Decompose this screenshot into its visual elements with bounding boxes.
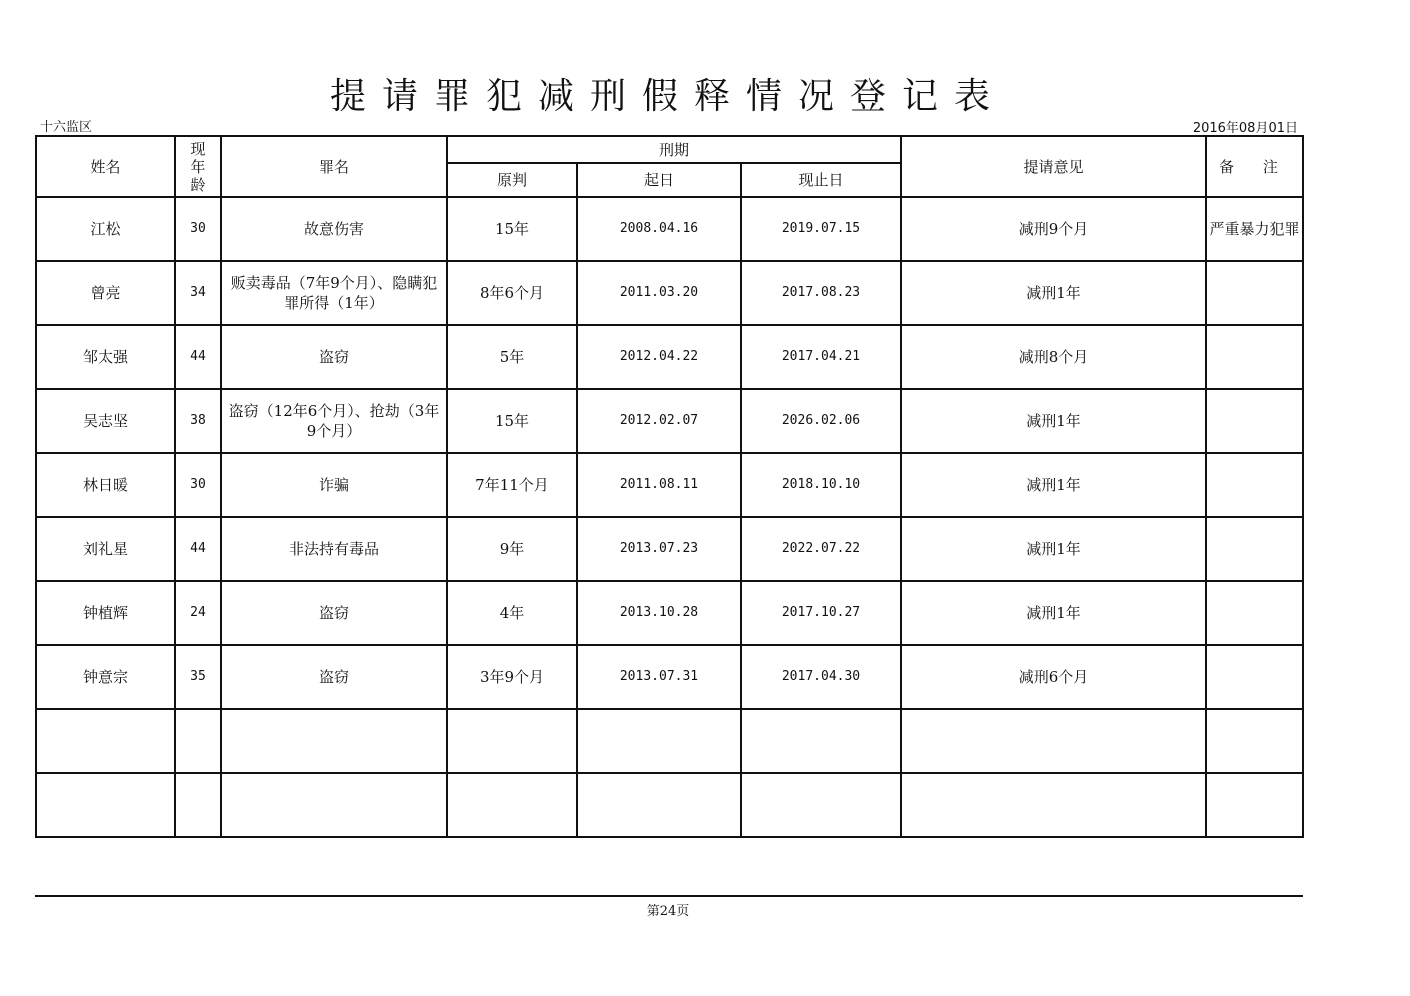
cell-end: 2019.07.15 (741, 197, 901, 261)
cell-crime: 故意伤害 (221, 197, 447, 261)
cell-end (741, 709, 901, 773)
cell-start: 2013.07.31 (577, 645, 741, 709)
cell-age: 38 (175, 389, 221, 453)
cell-start: 2011.03.20 (577, 261, 741, 325)
cell-start: 2011.08.11 (577, 453, 741, 517)
cell-age (175, 773, 221, 837)
cell-note (1206, 517, 1303, 581)
cell-end: 2022.07.22 (741, 517, 901, 581)
cell-end: 2017.04.30 (741, 645, 901, 709)
cell-opinion (901, 709, 1206, 773)
cell-note (1206, 389, 1303, 453)
cell-name: 吴志坚 (36, 389, 175, 453)
cell-name: 刘礼星 (36, 517, 175, 581)
table-body (36, 197, 1303, 837)
cell-original: 5年 (447, 325, 577, 389)
cell-start: 2008.04.16 (577, 197, 741, 261)
cell-crime: 诈骗 (221, 453, 447, 517)
cell-original: 8年6个月 (447, 261, 577, 325)
header-note: 备 注 (1206, 136, 1303, 197)
cell-start: 2013.07.23 (577, 517, 741, 581)
cell-original: 9年 (447, 517, 577, 581)
cell-note (1206, 773, 1303, 837)
table-header (36, 136, 1303, 197)
page-number: 第24页 (646, 904, 690, 919)
cell-crime: 非法持有毒品 (221, 517, 447, 581)
cell-age: 30 (175, 453, 221, 517)
table-row (36, 709, 1303, 773)
cell-age: 44 (175, 325, 221, 389)
table-row (36, 389, 1303, 453)
cell-note (1206, 325, 1303, 389)
cell-name: 钟植辉 (36, 581, 175, 645)
cell-crime: 盗窃 (221, 645, 447, 709)
header-term: 刑期 (447, 136, 901, 163)
header-name: 姓名 (36, 136, 175, 197)
cell-opinion: 减刑1年 (901, 453, 1206, 517)
table-row (36, 197, 1303, 261)
cell-note: 严重暴力犯罪 (1206, 197, 1303, 261)
cell-age: 44 (175, 517, 221, 581)
cell-end: 2017.08.23 (741, 261, 901, 325)
cell-crime: 盗窃（12年6个月）、抢劫（3年9个月） (221, 389, 447, 453)
cell-age: 34 (175, 261, 221, 325)
cell-age: 30 (175, 197, 221, 261)
cell-opinion: 减刑6个月 (901, 645, 1206, 709)
cell-age: 24 (175, 581, 221, 645)
cell-crime: 盗窃 (221, 325, 447, 389)
cell-start: 2013.10.28 (577, 581, 741, 645)
register-date: 2016年08月01日 (1192, 121, 1298, 136)
cell-original (447, 773, 577, 837)
cell-age: 35 (175, 645, 221, 709)
table-row (36, 261, 1303, 325)
cell-start (577, 773, 741, 837)
cell-end: 2017.04.21 (741, 325, 901, 389)
cell-original (447, 709, 577, 773)
cell-end: 2026.02.06 (741, 389, 901, 453)
cell-original: 4年 (447, 581, 577, 645)
cell-end: 2018.10.10 (741, 453, 901, 517)
table-row (36, 773, 1303, 837)
table-row (36, 581, 1303, 645)
cell-name: 曾亮 (36, 261, 175, 325)
cell-opinion: 减刑1年 (901, 261, 1206, 325)
table-row (36, 325, 1303, 389)
cell-name: 钟意宗 (36, 645, 175, 709)
header-end: 现止日 (741, 163, 901, 197)
registration-table (35, 135, 1304, 838)
cell-opinion: 减刑1年 (901, 517, 1206, 581)
cell-end: 2017.10.27 (741, 581, 901, 645)
cell-note (1206, 261, 1303, 325)
table-row (36, 453, 1303, 517)
cell-crime (221, 709, 447, 773)
footer-divider (35, 895, 1303, 897)
cell-start (577, 709, 741, 773)
cell-crime (221, 773, 447, 837)
page-title: 提请罪犯减刑假释情况登记表 (329, 76, 1006, 117)
header-crime: 罪名 (221, 136, 447, 197)
cell-name (36, 773, 175, 837)
header-start: 起日 (577, 163, 741, 197)
cell-original: 15年 (447, 389, 577, 453)
cell-start: 2012.04.22 (577, 325, 741, 389)
cell-crime: 贩卖毒品（7年9个月）、隐瞒犯罪所得（1年） (221, 261, 447, 325)
prison-area-label: 十六监区 (40, 120, 93, 135)
cell-age (175, 709, 221, 773)
cell-original: 15年 (447, 197, 577, 261)
cell-opinion: 减刑9个月 (901, 197, 1206, 261)
cell-name: 江松 (36, 197, 175, 261)
cell-end (741, 773, 901, 837)
cell-opinion: 减刑1年 (901, 389, 1206, 453)
cell-note (1206, 453, 1303, 517)
header-opinion: 提请意见 (901, 136, 1206, 197)
cell-opinion: 减刑1年 (901, 581, 1206, 645)
header-age: 现 年 龄 (175, 136, 221, 197)
cell-name: 林日暖 (36, 453, 175, 517)
header-original: 原判 (447, 163, 577, 197)
cell-note (1206, 709, 1303, 773)
cell-name (36, 709, 175, 773)
cell-opinion (901, 773, 1206, 837)
table-row (36, 517, 1303, 581)
cell-note (1206, 581, 1303, 645)
cell-original: 7年11个月 (447, 453, 577, 517)
cell-note (1206, 645, 1303, 709)
cell-start: 2012.02.07 (577, 389, 741, 453)
table-row (36, 645, 1303, 709)
cell-original: 3年9个月 (447, 645, 577, 709)
cell-crime: 盗窃 (221, 581, 447, 645)
cell-opinion: 减刑8个月 (901, 325, 1206, 389)
cell-name: 邹太强 (36, 325, 175, 389)
